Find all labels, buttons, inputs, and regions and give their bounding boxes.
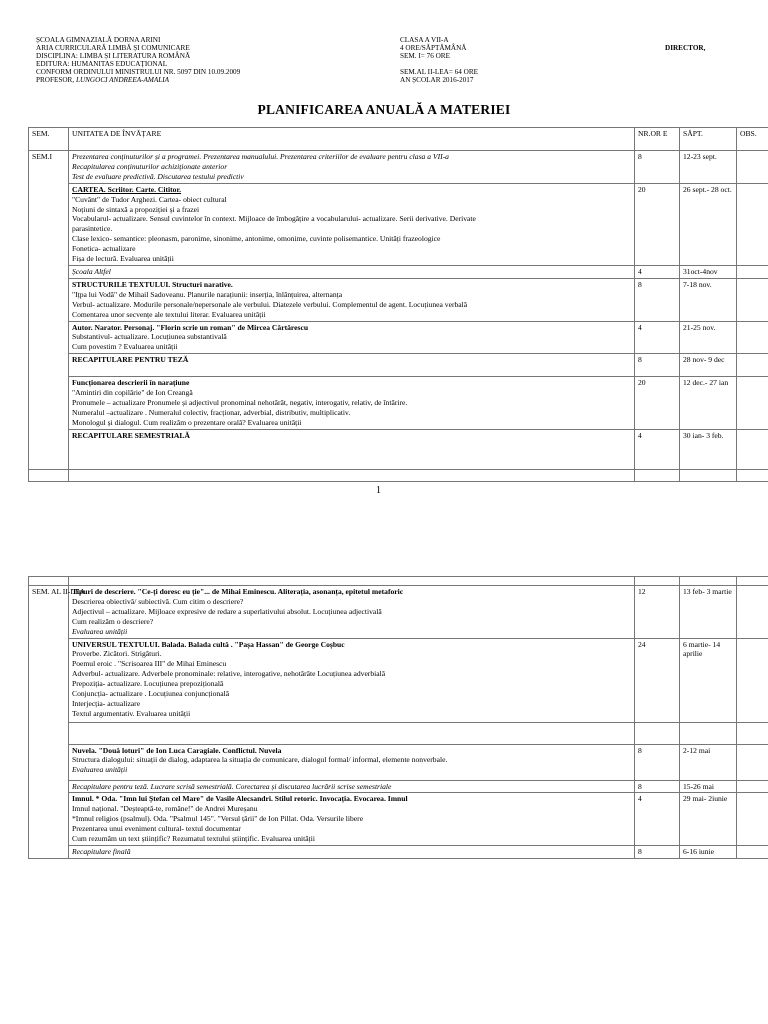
week-cell: 29 mai- 2iunie [680, 793, 737, 846]
teacher-line [36, 76, 240, 84]
unit-line: Evaluarea unității [72, 765, 128, 775]
obs-cell [737, 845, 768, 858]
hours-per-week: 4 ORE/SĂPTĂMÂNĂ [400, 44, 467, 52]
hours-cell: 12 [635, 586, 680, 639]
table-header-row [29, 128, 768, 151]
sem-spacer [400, 60, 478, 68]
unit-line: Prezentarea unui eveniment cultural- textul documentar [72, 824, 241, 834]
table-row [29, 586, 768, 639]
unit-cell [69, 321, 635, 354]
obs-cell [737, 265, 768, 278]
unit-line: Comentarea unor secvențe ale textului literar. Evaluarea unității [72, 309, 266, 319]
hours-cell: 24 [635, 638, 680, 722]
obs-cell [737, 321, 768, 354]
obs-cell [737, 586, 768, 639]
table-row [29, 183, 768, 265]
week-cell: 7-18 nov. [680, 278, 737, 321]
obs-cell [737, 429, 768, 469]
week-cell: 15-26 mai [680, 780, 737, 793]
unit-cell [69, 586, 635, 639]
obs-cell [737, 183, 768, 265]
sem1-hours: SEM. I= 76 ORE [400, 52, 450, 60]
unit-line: Adverbul- actualizare. Adverbele pronominale: relative, interogative, nehotărâte Locuțiunea adverbială [72, 669, 386, 679]
unit-line: Conjuncția- actualizare . Locuțiunea conjuncțională [72, 689, 230, 699]
unit-line: Textul argumentativ. Evaluarea unității [72, 708, 191, 718]
unit-cell [69, 377, 635, 430]
header-week: SĂPT. [680, 128, 737, 151]
unit-line: Test de evaluare predictivă. Discutarea testului predictiv [72, 171, 244, 181]
unit-line: "Amintiri din copilărie" de Ion Creangă [72, 388, 193, 398]
unit-line: Verbul- actualizare. Modurile personale/nepersonale ale verbului. Diatezele verbului. Complementul de agent. Locuțiunea verbală [72, 299, 468, 309]
week-cell: 30 ian- 3 feb. [680, 429, 737, 469]
hours-cell: 4 [635, 321, 680, 354]
plan-table-sem1 [28, 127, 768, 482]
obs-cell [737, 780, 768, 793]
unit-cell [69, 265, 635, 278]
hours-cell: 20 [635, 377, 680, 430]
unit-line: Interjecția- actualizare [72, 698, 141, 708]
plan-table-sem2 [28, 576, 768, 859]
unit-line: Proverbe. Zicători. Strigături. [72, 649, 162, 659]
unit-line: "Ițpa lui Vodă" de Mihail Sadoveanu. Planurile narațiunii: inserția, înlănțuirea, alternanța [72, 289, 343, 299]
hours-cell: 8 [635, 780, 680, 793]
hours-cell: 8 [635, 354, 680, 377]
discipline: DISCIPLINA: LIMBA ȘI LITERATURA ROMÂNĂ [36, 52, 191, 60]
unit-line: Școala Altfel [72, 266, 111, 276]
table-row [29, 377, 768, 430]
unit-line: Pronumele – actualizare Pronumele și adjectivul pronominal nehotărât, negativ, interogativ, relativ, de întărire. [72, 398, 408, 408]
table-row-empty [29, 722, 768, 744]
ministry-order: CONFORM ORDINULUI MINISTRULUI NR. 5097 DIN 10.09.2009 [36, 68, 241, 76]
unit-line: Imnul național. "Deșteaptă-te, române!" de Andrei Mureșanu [72, 804, 258, 814]
unit-cell [69, 278, 635, 321]
unit-line: Cum povestim ? Evaluarea unității [72, 342, 178, 352]
table-row [29, 429, 768, 469]
teacher-label: PROFESOR, [36, 76, 76, 84]
unit-line: Recapitulare pentru teză. Lucrare scrisă semestrială. Corectarea și discutarea lucrării scrise semestriale [72, 781, 392, 791]
table-row [29, 265, 768, 278]
unit-line: Descrierea obiectivă/ subiectivă. Cum citim o descriere? [72, 596, 244, 606]
table-row [29, 845, 768, 858]
unit-line: Autor. Narator. Personaj. "Florin scrie un roman" de Mircea Cărtărescu [72, 322, 309, 332]
table-top-spacer [29, 577, 768, 586]
header-hours: NR.OR E [635, 128, 680, 151]
unit-line: Cum rezumăm un text științific? Rezumatul textului științific. Evaluarea unității [72, 834, 315, 844]
week-cell: 21-25 nov. [680, 321, 737, 354]
unit-cell [69, 793, 635, 846]
week-cell: 26 sept.- 28 oct. [680, 183, 737, 265]
unit-cell [69, 638, 635, 722]
header-unit: UNITATEA DE ÎNVĂȚARE [69, 128, 635, 151]
publisher: EDITURA: HUMANITAS EDUCAȚIONAL [36, 60, 168, 68]
unit-line: Substantivul- actualizare. Locuțiunea substantivală [72, 332, 227, 342]
hours-cell: 4 [635, 265, 680, 278]
unit-line: Fișa de lectură. Evaluarea unității [72, 254, 174, 264]
obs-cell [737, 638, 768, 722]
unit-line: "Cuvânt" de Tudor Arghezi. Cartea- obiect cultural [72, 194, 227, 204]
unit-line: Recapitulare finală [72, 846, 131, 856]
page-title: PLANIFICAREA ANUALĂ A MATERIEI [257, 102, 511, 117]
table-row [29, 278, 768, 321]
table-row-empty [29, 469, 768, 481]
unit-line: Fonetica- actualizare [72, 244, 136, 254]
unit-line: Prezentarea conținuturilor și a programei. Prezentarea manualului. Prezentarea criteriilor de evaluare pentru clasa a VII-a [72, 152, 449, 161]
unit-line: Structura dialogului: situații de dialog, adaptarea la situația de comunicare, dialogul formal/ informal, elemente nonverbale. [72, 755, 448, 765]
obs-cell [737, 793, 768, 846]
table-row [29, 151, 768, 184]
unit-line: RECAPITULARE SEMESTRIALĂ [72, 430, 190, 440]
obs-cell [737, 151, 768, 184]
unit-line: UNIVERSUL TEXTULUI. Balada. Balada cultă . "Pașa Hassan" de George Coșbuc [72, 639, 345, 649]
unit-line: Noțiuni de sintaxă a propoziției și a frazei [72, 204, 200, 214]
obs-cell [737, 377, 768, 430]
obs-cell [737, 354, 768, 377]
unit-line: STRUCTURILE TEXTULUI. Structuri narative. [72, 279, 233, 289]
unit-line: Recapitularea conținuturilor achiziționate anterior [72, 161, 228, 171]
week-cell: 2-12 mai [680, 744, 737, 780]
semester-label: SEM.I [29, 151, 69, 470]
header-obs: OBS. [737, 128, 768, 151]
unit-line: Tipuri de descriere. "Ce-ți doresc eu ție"... de Mihai Eminescu. Aliterația, asonanța, epitetul metaforic [72, 587, 404, 596]
class-label: CLASA A VII-A [400, 36, 449, 44]
unit-line: Adjectivul – actualizare. Mijloace expresive de redare a superlativului absolut. Locuțiunea adjectivală [72, 606, 382, 616]
hours-cell: 8 [635, 151, 680, 184]
hours-cell: 8 [635, 845, 680, 858]
unit-line: Prepoziția- actualizare. Locuțiunea prepozițională [72, 679, 224, 689]
unit-line: Vocabularul- actualizare. Sensul cuvintelor în context. Mijloace de îmbogățire a vocabularului- actualizare. Serii derivative. Derivate [72, 214, 476, 224]
unit-cell [69, 744, 635, 780]
unit-line: Funcționarea descrierii în narațiune [72, 378, 190, 388]
obs-cell [737, 278, 768, 321]
table-row [29, 321, 768, 354]
table-row [29, 638, 768, 722]
unit-line: Monologul și dialogul. Cum realizăm o prezentare orală? Evaluarea unității [72, 417, 302, 427]
school-info-block [36, 36, 240, 84]
week-cell: 12 dec.- 27 ian [680, 377, 737, 430]
hours-cell: 8 [635, 278, 680, 321]
unit-cell [69, 429, 635, 469]
class-info-block [400, 36, 478, 84]
unit-line: Clase lexico- semantice: pleonasm, paronime, sinonime, antonime, omonime, cuvinte polisemantice. Unități frazeologice [72, 234, 441, 244]
unit-line: *Imnul religios (psalmul). Oda. "Psalmul 145". "Versul țării" de Ion Pillat. Oda. Versurile libere [72, 814, 364, 824]
director-label: DIRECTOR, [665, 44, 706, 52]
page-number: 1 [376, 485, 381, 496]
unit-line: RECAPITULARE PENTRU TEZĂ [72, 355, 189, 365]
unit-cell [69, 780, 635, 793]
table-row [29, 744, 768, 780]
hours-cell: 4 [635, 429, 680, 469]
week-cell: 12-23 sept. [680, 151, 737, 184]
unit-line: Numeralul –actualizare . Numeralul colectiv, fracționar, adverbial, distributiv, multiplicativ. [72, 407, 351, 417]
table-row [29, 793, 768, 846]
week-cell: 6 martie- 14 aprilie [680, 638, 737, 722]
semester-label: SEM. AL II-LEA [29, 586, 69, 859]
week-cell: 6-16 iunie [680, 845, 737, 858]
sem2-hours: SEM.AL II-LEA= 64 ORE [400, 68, 479, 76]
unit-cell [69, 845, 635, 858]
table-row [29, 780, 768, 793]
unit-line: Cum realizăm o descriere? [72, 616, 154, 626]
week-cell: 28 nov- 9 dec [680, 354, 737, 377]
header-sem: SEM. [29, 128, 69, 151]
unit-line: Imnul. * Oda. "Imn lui Ștefan cel Mare" de Vasile Alecsandri. Stilul retoric. Invocația. Evocarea. Imnul [72, 794, 408, 804]
unit-line: Nuvela. "Două loturi" de Ion Luca Caragiale. Conflictul. Nuvela [72, 745, 282, 755]
curricular-area: ARIA CURRICULARĂ LIMBĂ ȘI COMUNICARE [36, 44, 190, 52]
school-name: ȘCOALA GIMNAZIALĂ DORNA ARINI [36, 36, 161, 44]
unit-line: Poemul eroic . "Scrisoarea III" de Mihai Eminescu [72, 659, 227, 669]
hours-cell: 4 [635, 793, 680, 846]
unit-line: Evaluarea unității [72, 626, 128, 636]
teacher-name: LUNGOCI ANDREEA-AMALIA [75, 76, 170, 84]
school-year: AN ȘCOLAR 2016-2017 [400, 76, 474, 84]
unit-cell [69, 151, 635, 184]
hours-cell: 8 [635, 744, 680, 780]
week-cell: 13 feb- 3 martie [680, 586, 737, 639]
hours-cell: 20 [635, 183, 680, 265]
unit-cell [69, 183, 635, 265]
table-row [29, 354, 768, 377]
unit-line: parasintetice. [72, 224, 113, 234]
unit-line: CARTEA. Scriitor. Carte. Cititor. [72, 184, 182, 194]
week-cell: 31oct-4nov [680, 265, 737, 278]
unit-cell [69, 354, 635, 377]
obs-cell [737, 744, 768, 780]
